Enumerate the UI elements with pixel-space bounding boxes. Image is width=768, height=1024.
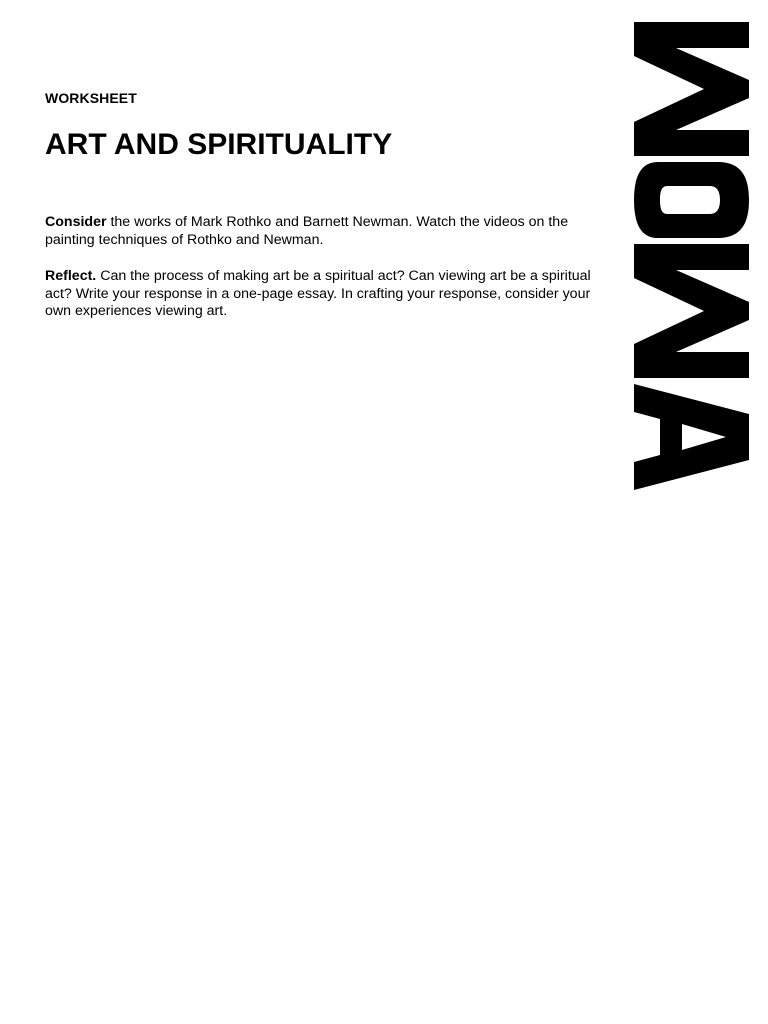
worksheet-label: WORKSHEET	[45, 90, 137, 106]
reflect-text: Can the process of making art be a spiritual act? Can viewing art be a spiritual act? Write your response in a one-page essay. In crafting your response, consider your own experiences viewing art.	[45, 268, 591, 320]
reflect-paragraph	[45, 268, 610, 321]
consider-lead: Consider	[45, 214, 107, 230]
page-title: ART AND SPIRITUALITY	[45, 128, 393, 161]
moma-logo	[634, 22, 749, 490]
reflect-lead: Reflect.	[45, 268, 97, 284]
consider-paragraph	[45, 214, 610, 249]
consider-text: the works of Mark Rothko and Barnett Newman. Watch the videos on the painting techniques of Rothko and Newman.	[45, 214, 569, 248]
